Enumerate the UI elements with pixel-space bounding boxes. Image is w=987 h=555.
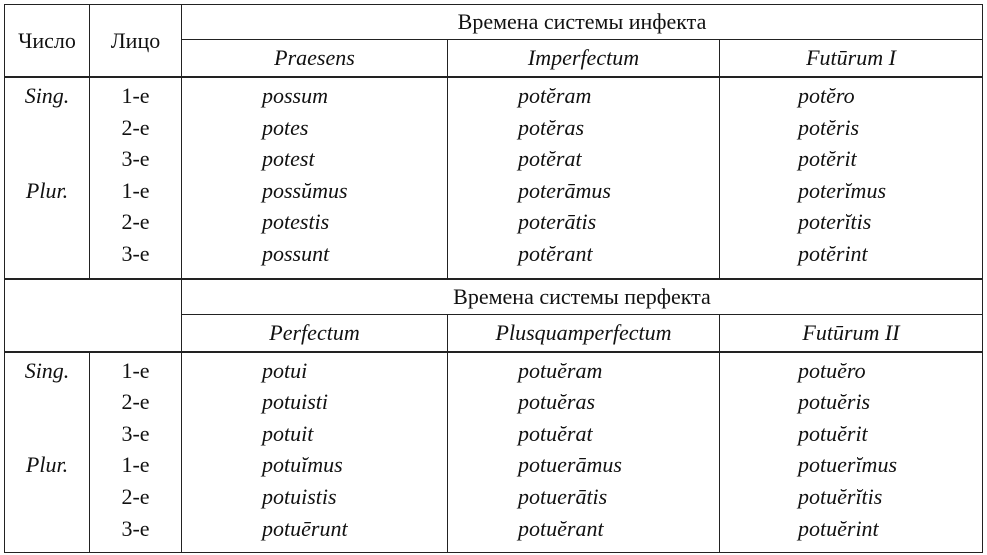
person-label: 3-е xyxy=(121,420,150,446)
perfect-tense-perfectum: Perfectum xyxy=(182,314,448,352)
perfect-group-title: Времена системы перфекта xyxy=(182,279,983,315)
infect-tense-imperfectum: Imperfectum xyxy=(448,40,720,78)
verb-form: potuerāmus xyxy=(518,452,622,478)
person-label: 1-е xyxy=(121,177,150,203)
person-label: 3-е xyxy=(121,146,150,172)
verb-form: potĕrant xyxy=(518,240,593,266)
infect-number-column xyxy=(5,77,90,279)
verb-form: poterātis xyxy=(518,209,597,235)
infect-tense-futurum-1: Futūrum I xyxy=(720,40,983,78)
person-label: 2-е xyxy=(121,114,150,140)
person-label: 2-е xyxy=(121,483,150,509)
verb-form: potĕram xyxy=(518,83,592,108)
number-label: Plur. xyxy=(25,452,69,478)
verb-form: poterāmus xyxy=(518,177,611,203)
futurum-2-forms xyxy=(720,352,983,553)
number-label: Plur. xyxy=(25,177,69,203)
verb-form: potĕrit xyxy=(798,146,857,172)
person-label: 3-е xyxy=(121,515,150,541)
verb-form: potuistis xyxy=(262,483,337,509)
verb-form: potuērunt xyxy=(262,515,348,541)
verb-form: potuĕrint xyxy=(798,515,879,541)
verb-form: potĕrint xyxy=(798,240,868,266)
number-label: Sing. xyxy=(24,357,70,383)
verb-form: poterĭtis xyxy=(798,209,872,235)
number-label xyxy=(5,386,89,418)
verb-form: potuit xyxy=(262,420,314,446)
verb-form: possunt xyxy=(262,240,330,266)
number-label xyxy=(5,513,89,545)
header-number: Число xyxy=(5,5,90,78)
verb-form: potuĕrant xyxy=(518,515,604,541)
person-label: 3-е xyxy=(121,240,150,266)
verb-form: potuerĭmus xyxy=(798,452,897,478)
verb-form: potuĕrat xyxy=(518,420,593,446)
perfect-number-column xyxy=(5,352,90,553)
verb-form: potuĕro xyxy=(798,357,866,383)
verb-form: potuĭmus xyxy=(262,452,343,478)
verb-form: potuisti xyxy=(262,389,329,415)
infect-group-title: Времена системы инфекта xyxy=(182,5,983,40)
verb-form: potuĕrĭtis xyxy=(798,483,883,509)
perfect-header-corner xyxy=(5,279,182,352)
verb-form: potuĕram xyxy=(518,357,603,383)
verb-form: potui xyxy=(262,357,308,383)
number-label xyxy=(5,112,89,144)
verb-form: potuerātis xyxy=(518,483,608,509)
number-label xyxy=(5,481,89,513)
perfectum-forms xyxy=(182,352,448,553)
number-label xyxy=(5,143,89,175)
number-label xyxy=(5,206,89,238)
plusquamperfectum-forms xyxy=(448,352,720,553)
verb-form: possum xyxy=(262,83,329,108)
person-label: 2-е xyxy=(121,209,150,235)
imperfectum-forms xyxy=(448,77,720,279)
verb-form: potĕras xyxy=(518,114,584,140)
verb-form: possŭmus xyxy=(262,177,348,203)
perfect-tense-futurum-2: Futūrum II xyxy=(720,314,983,352)
verb-form: potĕris xyxy=(798,114,860,140)
verb-form: potuĕris xyxy=(798,389,871,415)
conjugation-table xyxy=(4,4,983,553)
verb-form: potes xyxy=(262,114,309,140)
verb-form: potestis xyxy=(262,209,330,235)
verb-form: potĕro xyxy=(798,83,855,108)
person-label: 1-е xyxy=(121,452,150,478)
verb-form: potuĕrit xyxy=(798,420,868,446)
verb-form: poterĭmus xyxy=(798,177,886,203)
person-label: 1-е xyxy=(121,83,150,108)
verb-form: potest xyxy=(262,146,315,172)
perfect-person-column xyxy=(90,352,182,553)
verb-form: potĕrat xyxy=(518,146,582,172)
infect-person-column xyxy=(90,77,182,279)
futurum-1-forms xyxy=(720,77,983,279)
number-label xyxy=(5,238,89,270)
praesens-forms xyxy=(182,77,448,279)
perfect-tense-plusquamperfectum: Plusquamperfectum xyxy=(448,314,720,352)
verb-form: potuĕras xyxy=(518,389,595,415)
number-label: Sing. xyxy=(24,83,70,108)
person-label: 1-е xyxy=(121,357,150,383)
number-label xyxy=(5,418,89,450)
person-label: 2-е xyxy=(121,389,150,415)
header-person: Лицо xyxy=(90,5,182,78)
infect-tense-praesens: Praesens xyxy=(182,40,448,78)
